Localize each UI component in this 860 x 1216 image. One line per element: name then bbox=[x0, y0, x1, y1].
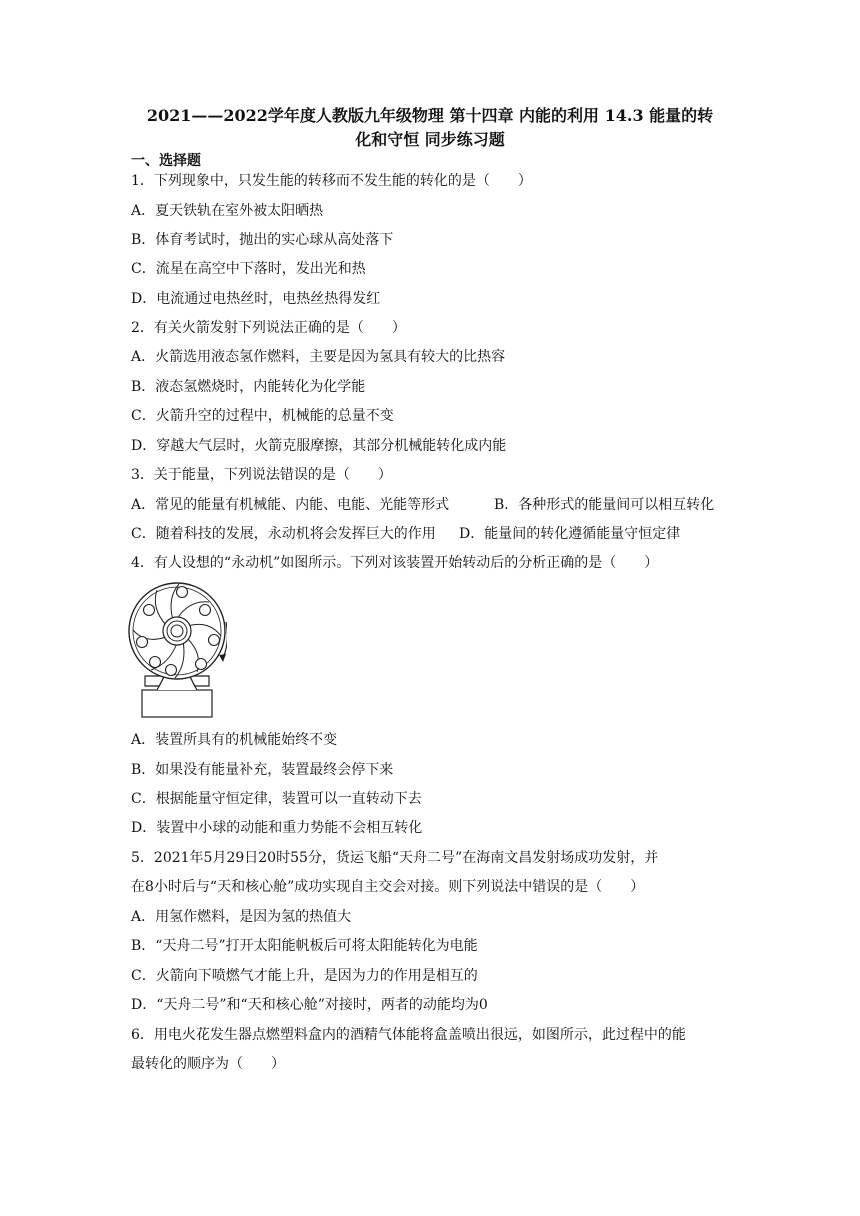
q1-option-d: D．电流通过电热丝时，电热丝热得发红 bbox=[131, 291, 381, 307]
q3-option-a: A．常见的能量有机械能、内能、电能、光能等形式 bbox=[131, 497, 450, 513]
q2-stem: 2．有关火箭发射下列说法正确的是（ ） bbox=[131, 320, 406, 336]
q4-option-c: C．根据能量守恒定律，装置可以一直转动下去 bbox=[131, 791, 422, 807]
q2-option-b: B．液态氢燃烧时，内能转化为化学能 bbox=[131, 379, 366, 395]
q4-option-a: A．装置所具有的机械能始终不变 bbox=[131, 732, 338, 748]
q5-stem-line-2: 在8小时后与“天和核心舱”成功实现自主交会对接。则下列说法中错误的是（ ） bbox=[131, 879, 645, 895]
q6-stem-line-1: 6．用电火花发生器点燃塑料盒内的酒精气体能将盒盖喷出很远，如图所示，此过程中的能 bbox=[131, 1027, 686, 1043]
q3-option-d: D．能量间的转化遵循能量守恒定律 bbox=[459, 526, 681, 542]
q1-option-a: A．夏天铁轨在室外被太阳晒热 bbox=[131, 203, 324, 219]
q5-option-b: B．“天舟二号”打开太阳能帆板后可将太阳能转化为电能 bbox=[131, 938, 478, 954]
perpetual-motion-machine-figure bbox=[127, 580, 227, 722]
q5-stem-line-1: 5．2021年5月29日20时55分，货运飞船“天舟二号”在海南文昌发射场成功发射，并 bbox=[131, 850, 659, 866]
q1-option-c: C．流星在高空中下落时，发出光和热 bbox=[131, 261, 366, 277]
q3-row-ab bbox=[131, 494, 731, 514]
q2-option-c: C．火箭升空的过程中，机械能的总量不变 bbox=[131, 408, 394, 424]
q4-option-d: D．装置中小球的动能和重力势能不会相互转化 bbox=[131, 820, 423, 836]
q5-option-d: D．“天舟二号”和“天和核心舱”对接时，两者的动能均为0 bbox=[131, 997, 488, 1013]
q3-option-b: B．各种形式的能量间可以相互转化 bbox=[494, 497, 715, 513]
q2-option-a: A．火箭选用液态氢作燃料，主要是因为氢具有较大的比热容 bbox=[131, 349, 506, 365]
q1-option-b: B．体育考试时，抛出的实心球从高处落下 bbox=[131, 232, 394, 248]
q3-row-cd bbox=[131, 523, 731, 543]
q6-stem-line-2: 最转化的顺序为（ ） bbox=[131, 1056, 285, 1072]
q4-stem: 4．有人设想的“永动机”如图所示。下列对该装置开始转动后的分析正确的是（ ） bbox=[131, 555, 659, 571]
q5-option-a: A．用氢作燃料，是因为氢的热值大 bbox=[131, 909, 352, 925]
q1-stem: 1．下列现象中，只发生能的转移而不发生能的转化的是（ ） bbox=[131, 173, 532, 189]
q3-stem: 3．关于能量，下列说法错误的是（ ） bbox=[131, 467, 392, 483]
section-heading: 一、选择题 bbox=[131, 153, 201, 169]
title-line-2: 化和守恒 同步练习题 bbox=[355, 130, 505, 149]
title-line-1: 2021——2022学年度人教版九年级物理 第十四章 内能的利用 14.3 能量的转 bbox=[146, 106, 714, 125]
q2-option-d: D．穿越大气层时，火箭克服摩擦，其部分机械能转化成内能 bbox=[131, 438, 507, 454]
q4-option-b: B．如果没有能量补充，装置最终会停下来 bbox=[131, 762, 394, 778]
document-title bbox=[120, 104, 740, 152]
q3-option-c: C．随着科技的发展，永动机将会发挥巨大的作用 bbox=[131, 526, 436, 542]
q5-option-c: C．火箭向下喷燃气才能上升，是因为力的作用是相互的 bbox=[131, 968, 478, 984]
